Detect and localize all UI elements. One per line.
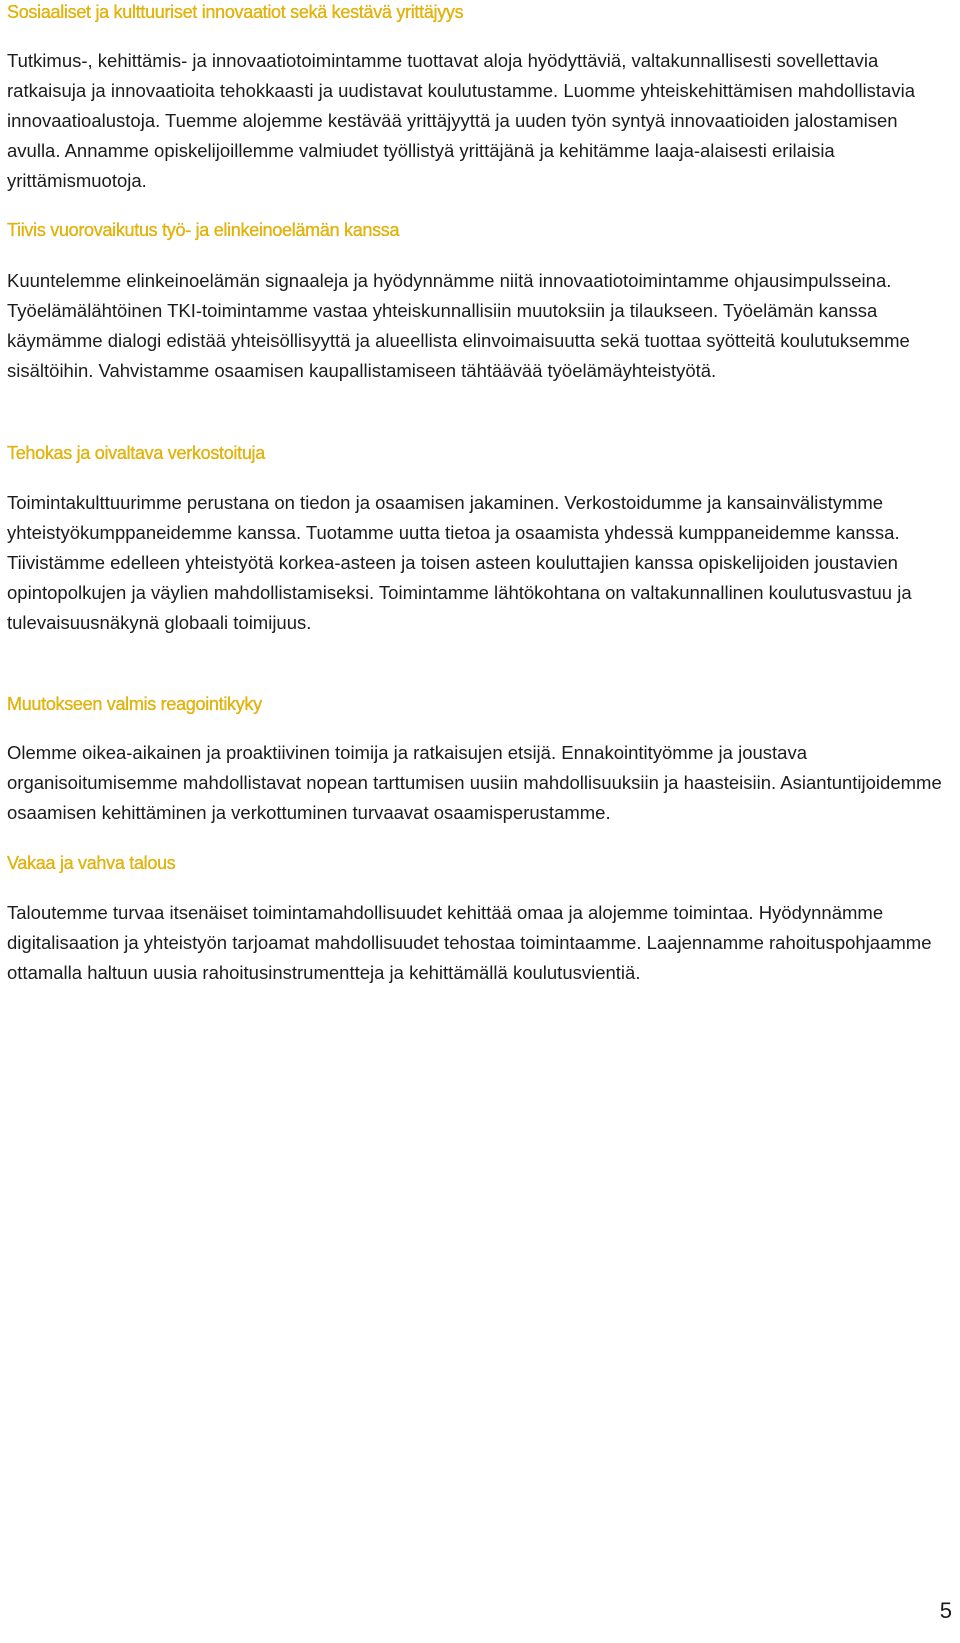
section-body-responsiveness: Olemme oikea-aikainen ja proaktiivinen toimija ja ratkaisujen etsijä. Ennakointityömme ja joustava organisoitumisemme mahdollistavat nopean tarttumisen uusiin mahdollisuuksiin ja haasteisiin. Asiantuntijoidemme osaamisen kehittäminen ja verkottuminen turvaavat osaamisperustamme. (7, 742, 942, 823)
section-heading-networking: Tehokas ja oivaltava verkostoituja (7, 443, 265, 463)
section-heading-social-cultural-innovations: Sosiaaliset ja kulttuuriset innovaatiot sekä kestävä yrittäjyys (7, 2, 464, 22)
section-body-working-life-interaction: Kuuntelemme elinkeinoelämän signaaleja ja hyödynnämme niitä innovaatiotoimintamme ohjausimpulsseina. Työelämälähtöinen TKI-toimintamme vastaa yhteiskunnallisiin muutoksiin ja tilaukseen. Työelämän kanssa käymämme dialogi edistää yhteisöllisyyttä ja alueellista elinvoimaisuutta sekä tuottaa syötteitä koulutuksemme sisältöihin. Vahvistamme osaamisen kaupallistamiseen tähtäävää työelämäyhteistyötä. (7, 270, 910, 381)
section-body-social-cultural-innovations: Tutkimus-, kehittämis- ja innovaatiotoimintamme tuottavat aloja hyödyttäviä, valtakunnallisesti sovellettavia ratkaisuja ja innovaatioita tehokkaasti ja uudistavat koulutustamme. Luomme yhteiskehittämisen mahdollistavia innovaatioalustoja. Tuemme alojemme kestävää yrittäjyyttä ja uuden työn syntyä innovaatioiden jalostamisen avulla. Annamme opiskelijoillemme valmiudet työllistyä yrittäjänä ja kehitämme laaja-alaisesti erilaisia yrittämismuotoja. (7, 50, 915, 191)
section-heading-responsiveness: Muutokseen valmis reagointikyky (7, 694, 262, 714)
section-body-networking: Toimintakulttuurimme perustana on tiedon ja osaamisen jakaminen. Verkostoidumme ja kansainvälistymme yhteistyökumppaneidemme kanssa. Tuotamme uutta tietoa ja osaamista yhdessä kumppaneidemme kanssa. Tiivistämme edelleen yhteistyötä korkea-asteen ja toisen asteen kouluttajien kanssa opiskelijoiden joustavien opintopolkujen ja väylien mahdollistamiseksi. Toimintamme lähtökohtana on valtakunnallinen koulutusvastuu ja tulevaisuusnäkynä globaali toimijuus. (7, 492, 912, 633)
page-number: 5 (939, 1598, 952, 1623)
section-body-finances: Taloutemme turvaa itsenäiset toimintamahdollisuudet kehittää omaa ja alojemme toimintaa. Hyödynnämme digitalisaation ja yhteistyön tarjoamat mahdollisuudet tehostaa toimintaamme. Laajennamme rahoituspohjaamme ottamalla haltuun uusia rahoitusinstrumentteja ja kehittämällä koulutusvientiä. (7, 902, 932, 983)
section-heading-finances: Vakaa ja vahva talous (7, 853, 176, 873)
section-heading-working-life-interaction: Tiivis vuorovaikutus työ- ja elinkeinoelämän kanssa (7, 220, 400, 240)
